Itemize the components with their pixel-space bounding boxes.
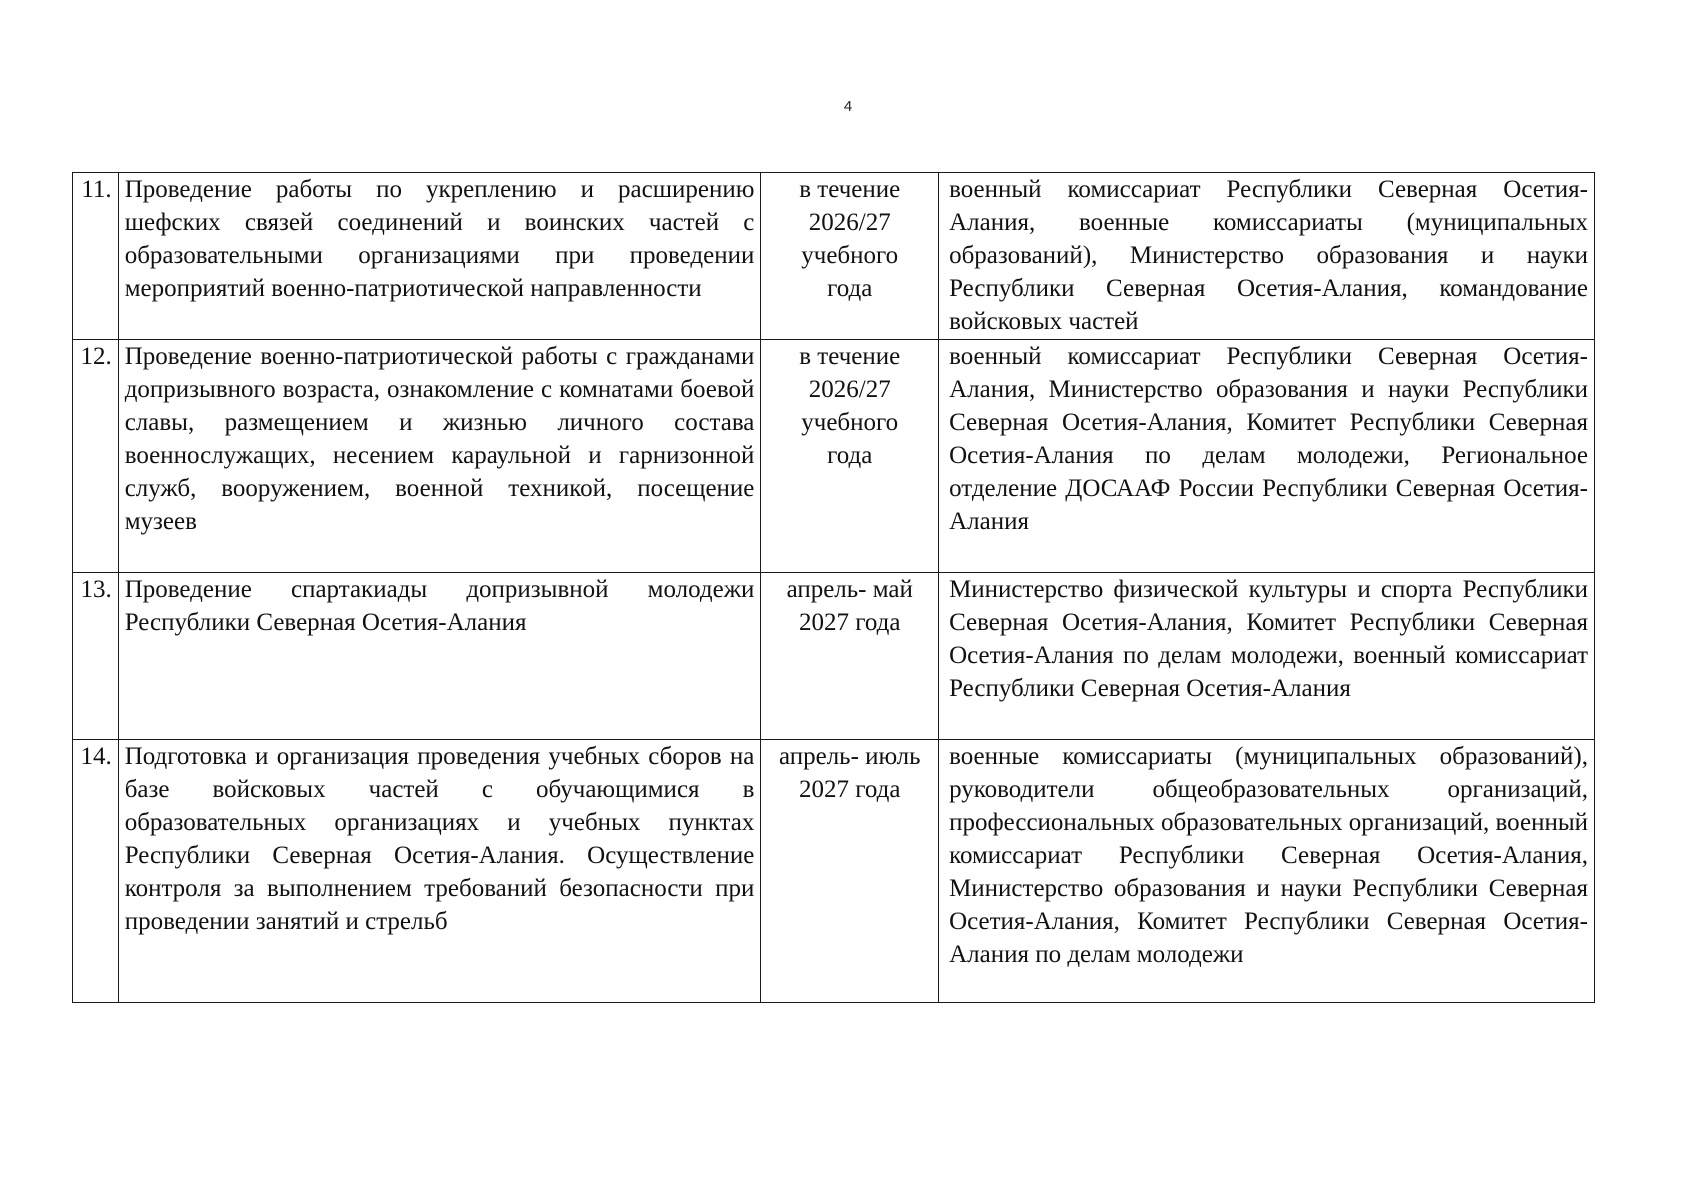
date-cell (761, 740, 939, 1003)
measures-table (72, 172, 1595, 1003)
row-number: 11. (73, 173, 119, 340)
responsible-cell: военный комиссариат Республики Северная Осетия-Алания, военные комиссариаты (муниципальных образований), Министерство образования и науки Республики Северная Осетия-Алания, командование войсковых частей (939, 173, 1595, 340)
activity-cell: Проведение спартакиады допризывной молодежи Республики Северная Осетия-Алания (118, 573, 761, 740)
date-line: 2026/27 (808, 209, 891, 236)
table-row (73, 340, 1595, 573)
date-line: в течение (799, 176, 901, 203)
table-row (73, 173, 1595, 340)
date-cell (761, 340, 939, 573)
responsible-cell: военный комиссариат Республики Северная Осетия-Алания, Министерство образования и науки Республики Северная Осетия-Алания, Комитет Республики Северная Осетия-Алания по делам молодежи, Региональное отделение ДОСААФ России Республики Северная Осетия-Алания (939, 340, 1595, 573)
date-line: апрель- июль (778, 743, 921, 770)
date-line: в течение (799, 343, 901, 370)
table-row (73, 573, 1595, 740)
date-line: 2027 года (798, 776, 901, 803)
date-cell (761, 573, 939, 740)
date-line: года (827, 442, 873, 469)
activity-cell: Подготовка и организация проведения учебных сборов на базе войсковых частей с обучающимися в образовательных организациях и учебных пунктах Республики Северная Осетия-Алания. Осуществление контроля за выполнением требований безопасности при проведении занятий и стрельб (118, 740, 761, 1003)
row-number: 14. (73, 740, 119, 1003)
date-line: учебного (801, 409, 899, 436)
row-number: 12. (73, 340, 119, 573)
date-line: 2027 года (798, 609, 901, 636)
table-row (73, 740, 1595, 1003)
row-number: 13. (73, 573, 119, 740)
activity-cell: Проведение работы по укреплению и расширению шефских связей соединений и воинских частей с образовательными организациями при проведении мероприятий военно-патриотической направленности (118, 173, 761, 340)
date-line: года (827, 275, 873, 302)
date-line: 2026/27 (808, 376, 891, 403)
activity-cell: Проведение военно-патриотической работы с гражданами допризывного возраста, ознакомление с комнатами боевой славы, размещением и жизнью личного состава военнослужащих, несением караульной и гарнизонной служб, вооружением, военной техникой, посещение музеев (118, 340, 761, 573)
page-number: 4 (843, 98, 853, 115)
responsible-cell: военные комиссариаты (муниципальных образований), руководители общеобразовательных организаций, профессиональных образовательных организаций, военный комиссариат Республики Северная Осетия-Алания, Министерство образования и науки Республики Северная Осетия-Алания, Комитет Республики Северная Осетия-Алания по делам молодежи (939, 740, 1595, 1003)
date-cell (761, 173, 939, 340)
responsible-cell: Министерство физической культуры и спорта Республики Северная Осетия-Алания, Комитет Республики Северная Осетия-Алания по делам молодежи, военный комиссариат Республики Северная Осетия-Алания (939, 573, 1595, 740)
date-line: учебного (801, 242, 899, 269)
date-line: апрель- май (786, 576, 913, 603)
